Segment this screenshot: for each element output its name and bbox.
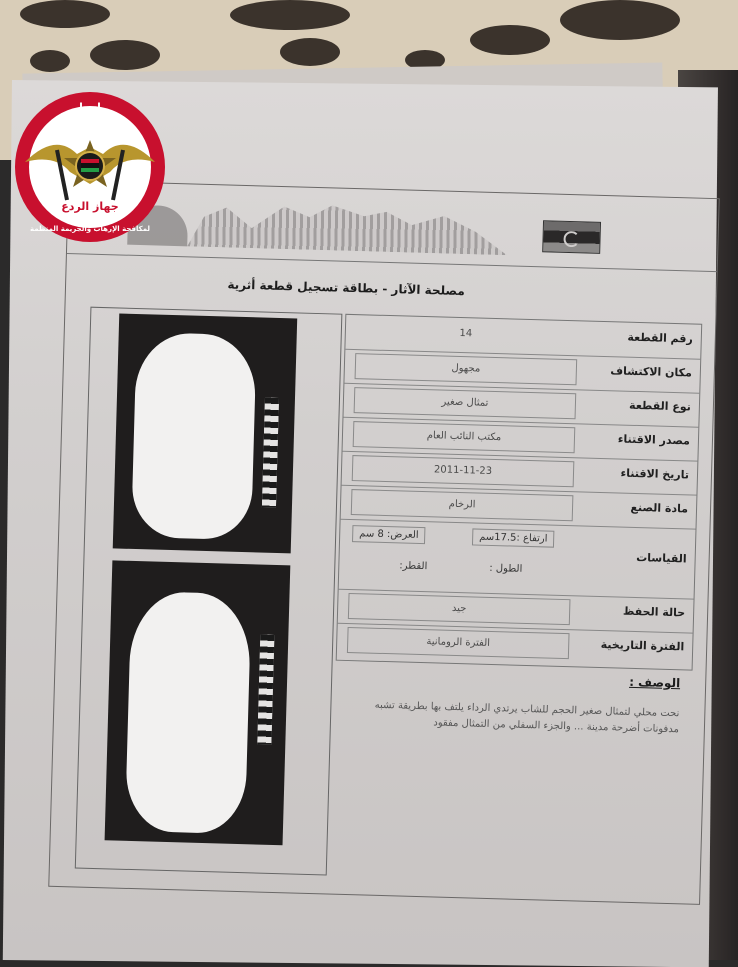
width-value: العرض: 8 سم bbox=[352, 525, 426, 544]
description-title: الوصف : bbox=[628, 674, 681, 691]
field-value: 14 bbox=[459, 327, 473, 340]
scale-ruler-icon bbox=[257, 635, 274, 745]
flag-stripe-red bbox=[81, 159, 99, 163]
field-value: الرخام bbox=[351, 489, 574, 521]
ruins-banner-image bbox=[187, 196, 508, 255]
logo-top-text: ليبيا bbox=[79, 101, 101, 114]
field-label: نوع القطعة bbox=[628, 398, 692, 414]
artifact-photo-back bbox=[105, 560, 291, 845]
description-section bbox=[330, 659, 691, 884]
fabric-spot bbox=[30, 50, 70, 72]
field-label: مصدر الاقتناء bbox=[617, 432, 691, 448]
statue-silhouette bbox=[125, 591, 252, 834]
fabric-spot bbox=[230, 0, 350, 30]
flag-stripe-black bbox=[81, 163, 99, 168]
flag-stripe-green bbox=[81, 168, 99, 172]
field-label: مادة الصنع bbox=[630, 500, 689, 516]
field-value: 2011-11-23 bbox=[352, 455, 575, 487]
deterrence-agency-logo bbox=[15, 92, 165, 242]
field-value: مكتب النائب العام bbox=[353, 421, 576, 453]
artifact-photo-front bbox=[113, 313, 297, 553]
field-value: مجهول bbox=[355, 353, 578, 385]
conservation-value: جيد bbox=[348, 593, 571, 625]
field-label: تاريخ الاقتناء bbox=[620, 466, 690, 482]
field-label: رقم القطعة bbox=[627, 330, 693, 346]
diameter-value: القطر: bbox=[399, 560, 428, 573]
fabric-spot bbox=[280, 38, 340, 66]
logo-bottom-text: لمكافحة الإرهاب والجريمة المنظمة bbox=[29, 225, 151, 233]
field-label: مكان الاكتشاف bbox=[610, 364, 693, 380]
description-text: نحت محلي لتمثال صغير الحجم للشاب يرتدي الرداء يلتف بها بطريقة تشبه مدفونات أضرحة مدينة ... والجزء السفلي من التمثال مفقود bbox=[374, 699, 680, 736]
card-title: مصلحة الآثار - بطاقة تسجيل قطعة أثرية bbox=[227, 277, 465, 299]
length-value: الطول : bbox=[489, 562, 523, 575]
statue-silhouette bbox=[131, 332, 257, 540]
conservation-label: حالة الحفظ bbox=[622, 604, 686, 620]
measurements-label: القياسات bbox=[636, 551, 687, 566]
libya-flag-icon bbox=[542, 220, 601, 254]
field-value: تمثال صغير bbox=[354, 387, 577, 419]
height-value: ارتفاع :17.5سم bbox=[472, 528, 555, 547]
period-value: الفترة الرومانية bbox=[347, 627, 570, 659]
photo-panel bbox=[75, 307, 343, 876]
fabric-spot bbox=[90, 40, 160, 70]
scale-ruler-icon bbox=[262, 398, 279, 508]
logo-ring-text: جهاز الردع bbox=[61, 200, 119, 213]
period-label: الفترة التاريخية bbox=[600, 638, 685, 654]
fabric-spot bbox=[470, 25, 550, 55]
crescent-icon bbox=[563, 231, 579, 247]
fabric-spot bbox=[20, 0, 110, 28]
registration-card bbox=[48, 180, 719, 905]
fabric-spot bbox=[560, 0, 680, 40]
fields-table bbox=[336, 314, 703, 671]
measurements-row bbox=[339, 519, 696, 600]
